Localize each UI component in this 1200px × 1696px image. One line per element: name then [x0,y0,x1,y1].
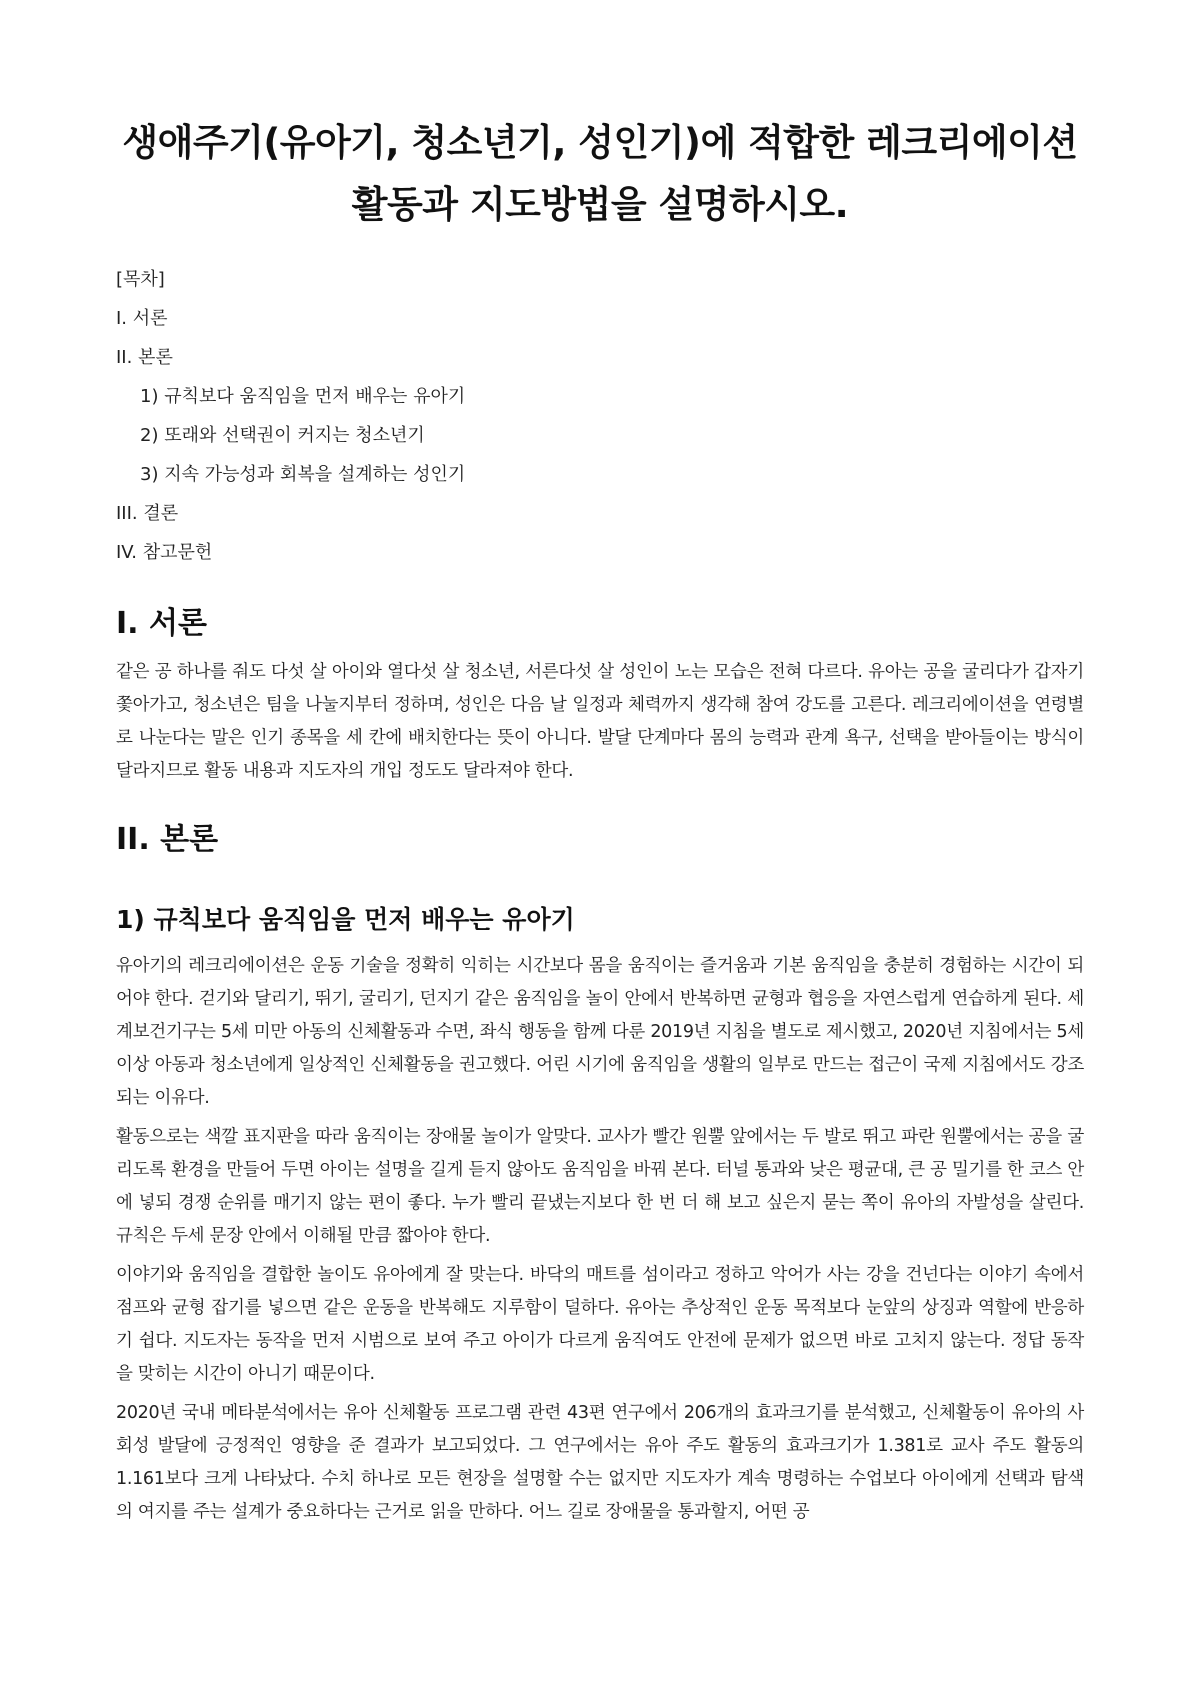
toc-item-conclusion: III. 결론 [116,503,179,524]
table-of-contents [116,260,1084,572]
infancy-paragraph-3: 이야기와 움직임을 결합한 놀이도 유아에게 잘 맞는다. 바닥의 매트를 섬이라고 정하고 악어가 사는 강을 건넌다는 이야기 속에서 점프와 균형 잡기를 넣으면 같은 운동을 반복해도 지루함이 덜하다. 유아는 추상적인 운동 목적보다 눈앞의 상징과 역할에 반응하기 쉽다. 지도자는 동작을 먼저 시범으로 보여 주고 아이가 다르게 움직여도 안전에 문제가 없으면 바로 고치지 않는다. 정답 동작을 맞히는 시간이 아니기 때문이다. [116,1265,1084,1384]
toc-item-references: IV. 참고문헌 [116,542,213,563]
toc-item-body-3: 3) 지속 가능성과 회복을 설계하는 성인기 [140,464,466,485]
body-heading: II. 본론 [116,822,219,857]
infancy-paragraph-1: 유아기의 레크리에이션은 운동 기술을 정확히 익히는 시간보다 몸을 움직이는 즐거움과 기본 움직임을 충분히 경험하는 시간이 되어야 한다. 걷기와 달리기, 뛰기, 굴리기, 던지기 같은 움직임을 놀이 안에서 반복하면 균형과 협응을 자연스럽게 연습하게 된다. 세계보건기구는 5세 미만 아동의 신체활동과 수면, 좌식 행동을 함께 다룬 2019년 지침을 별도로 제시했고, 2020년 지침에서는 5세 이상 아동과 청소년에게 일상적인 신체활동을 권고했다. 어린 시기에 움직임을 생활의 일부로 만드는 접근이 국제 지침에서도 강조되는 이유다. [116,956,1085,1108]
toc-item-body: II. 본론 [116,347,173,368]
toc-item-intro: I. 서론 [116,308,168,329]
infancy-paragraph-4: 2020년 국내 메타분석에서는 유아 신체활동 프로그램 관련 43편 연구에서 206개의 효과크기를 분석했고, 신체활동이 유아의 사회성 발달에 긍정적인 영향을 준 결과가 보고되었다. 그 연구에서는 유아 주도 활동의 효과크기가 1.381로 교사 주도 활동의 1.161보다 크게 나타났다. 수치 하나로 모든 현장을 설명할 수는 없지만 지도자가 계속 명령하는 수업보다 아이에게 선택과 탐색의 여지를 주는 설계가 중요하다는 근거로 읽을 만하다. 어느 길로 장애물을 통과할지, 어떤 공 [116,1403,1084,1522]
title-line-1: 생애주기(유아기, 청소년기, 성인기)에 적합한 레크리에이션 [122,121,1078,164]
toc-item-body-1: 1) 규칙보다 움직임을 먼저 배우는 유아기 [140,386,466,407]
intro-heading: I. 서론 [116,606,207,641]
infancy-heading: 1) 규칙보다 움직임을 먼저 배우는 유아기 [116,905,575,934]
title-line-2: 활동과 지도방법을 설명하시오. [351,183,849,226]
toc-item-body-2: 2) 또래와 선택권이 커지는 청소년기 [140,425,425,446]
document-title [116,112,1084,236]
toc-heading: [목차] [116,269,165,290]
intro-paragraph: 같은 공 하나를 줘도 다섯 살 아이와 열다섯 살 청소년, 서른다섯 살 성인이 노는 모습은 전혀 다르다. 유아는 공을 굴리다가 갑자기 쫓아가고, 청소년은 팀을 나눌지부터 정하며, 성인은 다음 날 일정과 체력까지 생각해 참여 강도를 고른다. 레크리에이션을 연령별로 나눈다는 말은 인기 종목을 세 칸에 배치한다는 뜻이 아니다. 발달 단계마다 몸의 능력과 관계 욕구, 선택을 받아들이는 방식이 달라지므로 활동 내용과 지도자의 개입 정도도 달라져야 한다. [116,662,1084,781]
infancy-paragraph-2: 활동으로는 색깔 표지판을 따라 움직이는 장애물 놀이가 알맞다. 교사가 빨간 원뿔 앞에서는 두 발로 뛰고 파란 원뿔에서는 공을 굴리도록 환경을 만들어 두면 아이는 설명을 길게 듣지 않아도 움직임을 바꿔 본다. 터널 통과와 낮은 평균대, 큰 공 밀기를 한 코스 안에 넣되 경쟁 순위를 매기지 않는 편이 좋다. 누가 빨리 끝냈는지보다 한 번 더 해 보고 싶은지 묻는 쪽이 유아의 자발성을 살린다. 규칙은 두세 문장 안에서 이해될 만큼 짧아야 한다. [116,1127,1084,1246]
